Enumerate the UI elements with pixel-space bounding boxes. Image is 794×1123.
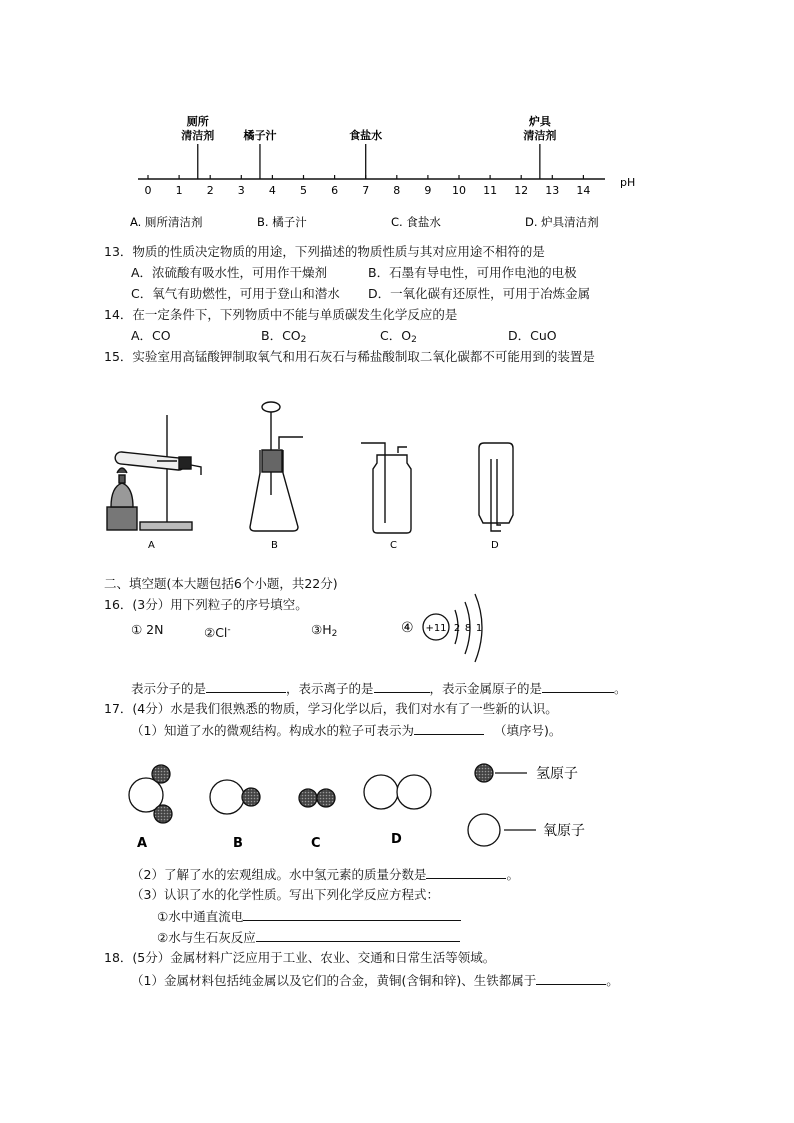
sodium-atom-structure-diagram — [395, 592, 505, 672]
ph-unit-label: pH — [620, 176, 636, 189]
q17-blank-3a[interactable] — [243, 908, 461, 921]
apparatus-b-label: B — [271, 540, 278, 551]
model-d — [364, 775, 431, 809]
q15-apparatus-figure — [95, 395, 535, 555]
apparatus-d-label: D — [491, 540, 499, 551]
ph-tick-label: 7 — [362, 184, 370, 197]
q17-part-1: （1）知道了水的微观结构。构成水的粒子可表示为 （填序号)。 — [131, 723, 562, 738]
q16-stem: 16．(3分）用下列粒子的序号填空。 — [104, 597, 308, 612]
q16-blank-metal-atom[interactable] — [542, 680, 614, 693]
apparatus-c-gas-bottle — [361, 443, 411, 533]
ph-marker-label: 清洁剂 — [523, 129, 557, 142]
legend-oxygen-label: 氧原子 — [543, 823, 585, 839]
apparatus-a-label: A — [148, 540, 155, 551]
q16-blank-ion[interactable] — [374, 680, 430, 693]
q14-option-a: A．CO — [131, 328, 171, 343]
q17-part-3: （3）认识了水的化学性质。写出下列化学反应方程式： — [131, 887, 439, 902]
model-c-label: C — [311, 836, 321, 851]
legend-hydrogen — [475, 764, 578, 782]
ph-tick-label: 11 — [483, 184, 498, 197]
apparatus-b-flask — [250, 402, 303, 531]
apparatus-c-label: C — [390, 540, 397, 551]
ph-marker-label: 橘子汁 — [243, 129, 277, 142]
q18-blank-1[interactable] — [536, 972, 606, 985]
q14-option-d: D．CuO — [508, 328, 557, 343]
water-molecule-models — [115, 755, 605, 855]
ph-tick-label: 14 — [576, 184, 591, 197]
q16-particle-1: ① 2N — [131, 622, 164, 637]
ph-tick-label: 13 — [545, 184, 560, 197]
q17-blank-1[interactable] — [414, 722, 484, 735]
ph-option-b: B. 橘子汁 — [257, 215, 307, 229]
q15-stem: 15．实验室用高锰酸钾制取氧气和用石灰石与稀盐酸制取二氧化碳都不可能用到的装置是 — [104, 349, 595, 364]
ph-marker-label: 炉具 — [528, 115, 551, 128]
q17-part-3a: ①水中通直流电 — [157, 908, 461, 925]
legend-hydrogen-label: 氢原子 — [536, 766, 578, 782]
q17-blank-3b[interactable] — [256, 929, 460, 942]
model-a-label: A — [137, 836, 148, 851]
shell-2-count: 8 — [464, 623, 472, 634]
ph-tick-label: 5 — [300, 184, 307, 197]
q16-particle-4-label: ④ — [401, 620, 414, 636]
q14-option-c: C．$O_2$ — [380, 328, 417, 345]
shell-1-count: 2 — [453, 623, 461, 634]
q18-part-1: （1）金属材料包括纯金属以及它们的合金，黄铜(含铜和锌)、生铁都属于 。 — [131, 973, 619, 988]
model-d-label: D — [391, 832, 402, 847]
ph-marker-label: 清洁剂 — [181, 129, 215, 142]
ph-tick-label: 12 — [514, 184, 529, 197]
model-b — [210, 780, 260, 814]
q16-answer-line: 表示分子的是 ，表示离子的是 ，表示金属原子的是 。 — [131, 681, 627, 696]
ph-tick-label: 1 — [175, 184, 183, 197]
q17-blank-2[interactable] — [426, 866, 506, 879]
ph-tick-label: 4 — [268, 184, 276, 197]
ph-marker-label: 食盐水 — [349, 129, 383, 142]
q16-particle-3: $③H_2$ — [311, 622, 338, 639]
hydrogen-atom-icon — [475, 764, 493, 782]
q13-stem: 13．物质的性质决定物质的用途，下列描述的物质性质与其对应用途不相符的是 — [104, 244, 545, 259]
model-a — [129, 765, 172, 823]
ph-tick-label: 10 — [452, 184, 466, 197]
q17-part-3b: ②水与生石灰反应 — [157, 929, 460, 946]
q14-stem: 14．在一定条件下，下列物质中不能与单质碳发生化学反应的是 — [104, 307, 458, 322]
q17-part-2: （2）了解了水的宏观组成。水中氢元素的质量分数是 。 — [131, 867, 519, 882]
ph-option-d: D. 炉具清洁剂 — [525, 215, 599, 229]
q17-stem: 17．(4分）水是我们很熟悉的物质，学习化学以后，我们对水有了一些新的认识。 — [104, 701, 558, 716]
oxygen-atom-icon — [468, 814, 500, 846]
q18-stem: 18．(5分）金属材料广泛应用于工业、农业、交通和日常生活等领域。 — [104, 950, 496, 965]
ph-option-a: A. 厕所清洁剂 — [130, 215, 203, 229]
ph-tick-label: 2 — [206, 184, 214, 197]
ph-tick-label: 6 — [331, 184, 339, 197]
q13-option-d: D．一氧化碳有还原性，可用于冶炼金属 — [368, 286, 591, 301]
q13-option-b: B．石墨有导电性，可用作电池的电极 — [368, 265, 577, 280]
legend-oxygen — [468, 814, 585, 846]
apparatus-a-heating-tube — [107, 415, 201, 530]
q13-option-c: C．氧气有助燃性，可用于登山和潜水 — [131, 286, 340, 301]
ph-tick-label: 9 — [424, 184, 432, 197]
ph-tick-label: 0 — [144, 184, 152, 197]
ph-scale-figure — [120, 100, 650, 235]
q16-particle-2: ②Cl- — [204, 625, 231, 640]
q13-option-a: A．浓硫酸有吸水性，可用作干燥剂 — [131, 265, 328, 280]
apparatus-d-inverted-bottle — [479, 443, 513, 531]
ph-tick-label: 8 — [393, 184, 401, 197]
section-2-title: 二、填空题(本大题包括6个小题，共22分) — [104, 576, 338, 591]
q16-blank-molecule[interactable] — [206, 680, 286, 693]
shell-3-count: 1 — [475, 623, 483, 634]
model-b-label: B — [233, 836, 243, 851]
ph-option-c: C. 食盐水 — [391, 215, 441, 229]
model-c — [299, 789, 335, 807]
q14-option-b: B．$CO_2$ — [261, 328, 307, 345]
ph-marker-label: 厕所 — [186, 115, 209, 128]
nucleus-charge: +11 — [425, 623, 447, 634]
ph-tick-label: 3 — [237, 184, 245, 197]
